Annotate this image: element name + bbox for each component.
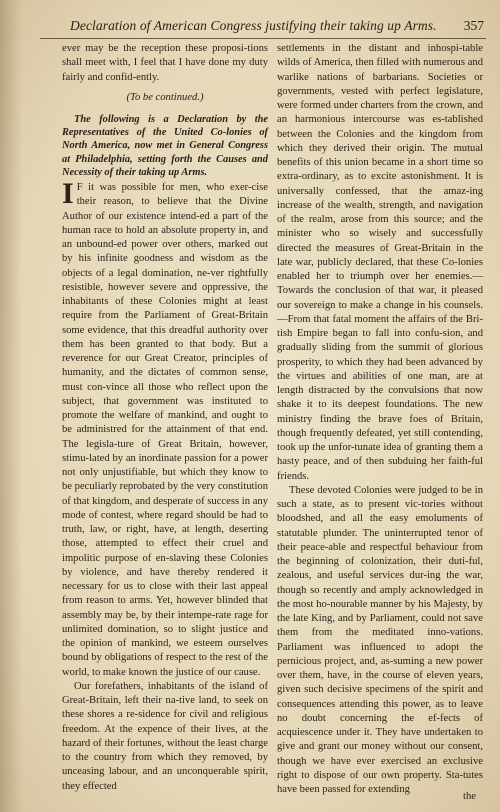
catchword: the: [463, 791, 476, 802]
continued-text: ever may be the reception these proposi-tions shall meet with, I feel that I have done my duty fairly and confid-ently.: [62, 43, 268, 83]
declaration-paragraph-1: [62, 177, 268, 680]
left-column: [62, 42, 268, 794]
binding-shadow: [0, 0, 22, 812]
page-header: [40, 16, 486, 39]
drop-cap: I: [62, 177, 74, 211]
right-paragraph-2: These devoted Colonies were judged to be in such a state, as to present vic-tories without bloodshed, and all the easy emoluments of statutable plunder. The uninterrupted tenor of their peace-able and respectful behaviour from the beginning of colonization, their duti-ful, zealous, and useful services dur-ing the war, though so recently and amply acknowledged in the most ho-nourable manner by his Majesty, by the late King, and by Parliament, could not save them from the meditated inno-vations. Parliament was influenced to adopt the pernicious project, and, as-suming a new power over them, have, in the course of eleven years, given such decisive specimens of the spirit and consequences attending this power, as to leave no doubt concerning the ef-fects of acquiescence under it. They have undertaken to give and grant our money without our consent, though we have ever exercised an exclusive right to dispose of our own property. Sta-tutes have been passed for extending: [277, 484, 483, 795]
declaration-paragraph-2: Our forefathers, inhabitants of the island of Great-Britain, left their na-tive land, to seek on these shores a re-sidence for civil and religious freedom. At the expence of their lives, at the hazard of their fortunes, without the least charge to the country from which they removed, by unceasing labour, and an unconquerable spirit, they effected: [62, 680, 268, 792]
declaration-paragraph-1-text: F it was possible for men, who exer-cise their reason, to believe that the Divine Author of our existence intend-ed a part of the human race to hold an absolute property in, and an unbound-ed power over others, marked out by his infinite goodness and wisdom as the objects of a legal domination, ne-ver rightfully resistible, however severe and oppressive, the inhabitants of these Colonies might at least require from the Parliament of Great-Britain some evidence, that this dreadful authority over them has been granted to that body. But a reverence for our Great Creator, principles of humanity, and the dictates of common sense, must con-vince all those who reflect upon the subject, that government was instituted to promote the welfare of mankind, and ought to be administred for the attainment of that end. The legisla-ture of Great Britain, however, stimu-lated by an inordinate passion for a power not only unjustifiable, but which they know to be peculiarly reprobated by the very constitution of that kingdom, and desperate of success in any mode of contest, where regard should be had to truth, law, or right, have, at length, deserting those, attempted to effect their cruel and impolitic purpose of en-slaving these Colonies by violence, and have thereby rendered it necessary for us to close with their last appeal from reason to arms. Yet, however blinded that assembly may be, by their intempe-rate rage for unlimited domination, so to slight justice and the opinion of mankind, we esteem ourselves bound by obligations of respect to the rest of the world, to make known the justice of our cause.: [62, 182, 268, 678]
page-number: 357: [463, 18, 484, 33]
to-be-continued-note: (To be continued.): [126, 91, 204, 103]
running-head: Declaration of American Congress justifying their taking up Arms.: [70, 18, 437, 33]
right-column: [277, 42, 483, 797]
right-paragraph-1: settlements in the distant and inhospi-table wilds of America, then filled with numerous and warlike nations of barbarians. Societies or governments, vested with perfect legislature, were formed under charters from the crown, and an harmonious intercourse was es-tablished between the Colonies and the kingdom from which they derived their origin. The mutual benefits of this union became in a short time so extra-ordinary, as to excite astonishment. It is universally confessed, that the amaz-ing increase of the wealth, strength, and navigation of the realm, arose from this source; and the minister who so wisely and successfully directed the measures of Great-Britain in the late war, publicly declared, that these Co-lonies enabled her to triumph over her enemies.—Towards the conclusion of that war, it pleased our sovereign to make a change in his counsels.—From that fatal moment the affairs of the Bri-tish Empire began to fall into confu-sion, and gradually sliding from the summit of glorious prosperity, to which they had been advanced by the virtues and abilities of one man, are at length distracted by the convulsions that now shake it to its deepest foundations. The new ministry finding the brave foes of Britain, though frequently defeated, yet still contending, took up the unfor-tunate idea of granting them a hasty peace, and of then subduing her faith-ful friends.: [277, 43, 483, 482]
declaration-intro: The following is a Declaration by the Representatives of the United Co-lonies of North America, now met in General Congress at Philadelphia, setting forth the Causes and Necessity of their taking up Arms.: [62, 114, 268, 178]
